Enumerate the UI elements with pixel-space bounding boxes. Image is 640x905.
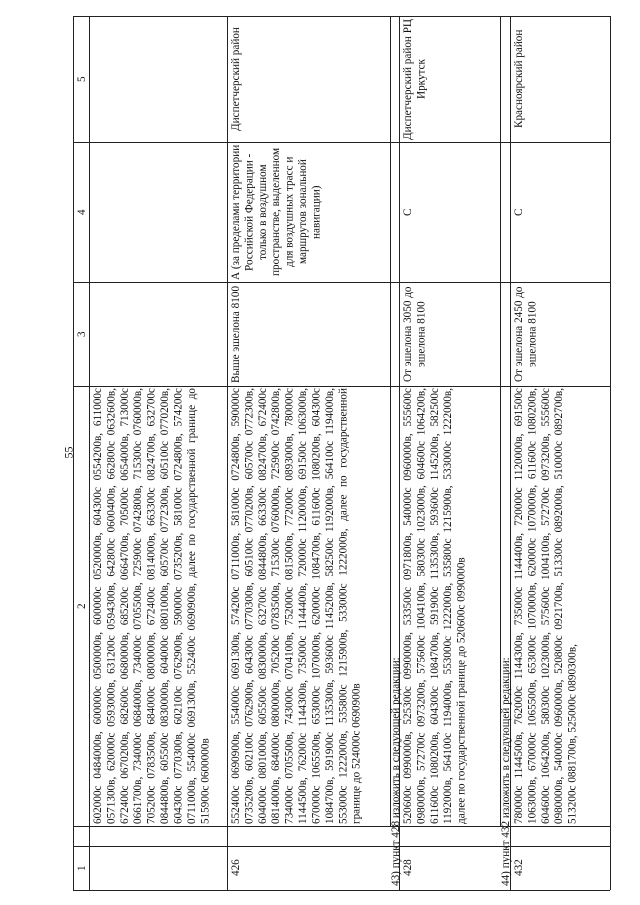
- rule: [73, 386, 610, 387]
- row-428-class: С: [402, 208, 414, 216]
- rule: [73, 846, 610, 847]
- row-432-codes: 780000с 1144500в, 762000с 1144300в, 735000с 1144400в, 720000с 1120000в, 691500с 1063000в, 670000с 1065500в, 653000с 1070000в, 620000с 1070000в, 611600с 1080200в, 604600с 1064200в, 580300с 1023000в, 575600с 1004100в, 572700с 0973200в, 555600с 0980000в, 540000с 0960000в, 520800с 0921700в, 513300с 0892000в, 510000с 0892700в, 513200с 0881700в, 525000с 0890300в,: [513, 388, 579, 824]
- row-432-level: От эшелона 2450 до эшелона 8100: [513, 286, 539, 382]
- header-col-3: 3: [76, 331, 88, 337]
- amend-43: 43) пункт 428 изложить в следующей редакции:: [390, 657, 402, 886]
- row-428-num: 428: [402, 859, 414, 877]
- rule: [73, 16, 610, 17]
- row-428-area: Диспетчерский район РЦ Иркутск: [402, 18, 428, 140]
- rule: [73, 142, 610, 143]
- row-426-class: А (за пределами территории Российской Федерации - только в воздушном пространстве, выделенном для воздушных трасс и маршрутов зональной навигации): [230, 144, 323, 280]
- row-428-level: От эшелона 3050 до эшелона 8100: [402, 286, 428, 382]
- header-col-5: 5: [76, 76, 88, 82]
- rule: [73, 16, 74, 890]
- row-432-area: Красноярский район: [513, 29, 525, 129]
- header-col-4: 4: [76, 209, 88, 215]
- row-426-num: 426: [230, 859, 242, 877]
- rule: [73, 282, 610, 283]
- row-432-class: С: [513, 208, 525, 216]
- rule: [610, 16, 611, 890]
- rule: [89, 16, 90, 890]
- page-number: 55: [61, 446, 76, 459]
- row-1-area: Диспетчерский район: [230, 27, 242, 131]
- rule: [73, 890, 610, 891]
- amend-44: 44) пункт 432 изложить в следующей редакции:: [500, 657, 512, 886]
- header-col-2: 2: [76, 603, 88, 609]
- row-428-codes: 520600с 0990000в, 525300с 0990000в, 533500с 0971800в, 540000с 0960000в, 555600с 0980000в, 572700с 0973200в, 575600с 1004100в, 580300с 1023000в, 604600с 1064200в, 611600с 1080200в, 604300с 1084700в, 591900с 1135300в, 593600с 1145200в, 582500с 1192000в, 564100с 1194000в, 553000с 1222000в, 535800с 1215900в, 533000с 1222000в, далее по государственной границе до 520600с 0990000в: [402, 388, 468, 824]
- row-432-num: 432: [513, 859, 525, 877]
- row-426-level: Выше эшелона 8100: [230, 285, 242, 383]
- row-1-codes: 602000с 0484000в, 600000с 0500000в, 600000с 0520000в, 604300с 0554200в, 611000с 0571300в, 620000с 0593000в, 631200с 0594300в, 642800с 0600400в, 662800с 0632600в, 672400с 0670200в, 682600с 0680000в, 685200с 0664700в, 705000с 0654000в, 713000с 0661700в, 734000с 0684000в, 734000с 0705500в, 725900с 0742800в, 715300с 0760000в, 705200с 0783500в, 684000с 0800000в, 672400с 0814000в, 663300с 0824700в, 632700с 0844800в, 605500с 0830000в, 604000с 0801000в, 605700с 0772300в, 605100с 0770200в, 604300с 0770300в, 602100с 0762900в, 590000с 0735200в, 581000с 0724800в, 574200с 0711000в, 554000с 0691300в, 552400с 0690900в, далее по государственной границе до 515900с 0600000в: [92, 388, 212, 824]
- rule: [227, 16, 228, 890]
- rule: [73, 826, 610, 827]
- header-col-1: 1: [76, 865, 88, 871]
- row-426-codes: 552400с 0690900в, 554000с 0691300в, 574200с 0711000в, 581000с 0724800в, 590000с 0735200в, 602100с 0762900в, 604300с 0770300в, 605100с 0770200в, 605700с 0772300в, 604000с 0801000в, 605500с 0830000в, 632700с 0844800в, 663300с 0824700в, 672400с 0814000в, 684000с 0800000в, 705200с 0783500в, 715300с 0760000в, 725900с 0742800в, 734000с 0705500в, 743000с 0704100в, 752000с 0815000в, 772000с 0893000в, 780000с 1144500в, 762000с 1144300в, 735000с 1144400в, 720000с 1120000в, 691500с 1063000в, 670000с 1065500в, 653000с 1070000в, 620000с 1084700в, 611600с 1080200в, 604300с 1084700в, 591900с 1135300в, 593600с 1145200в, 582500с 1192000в, 564100с 1194000в, 553000с 1222000в, 535800с 1215900в, 533000с 1222000в, далее по государственной границе до 524000с 0690900в: [230, 388, 363, 824]
